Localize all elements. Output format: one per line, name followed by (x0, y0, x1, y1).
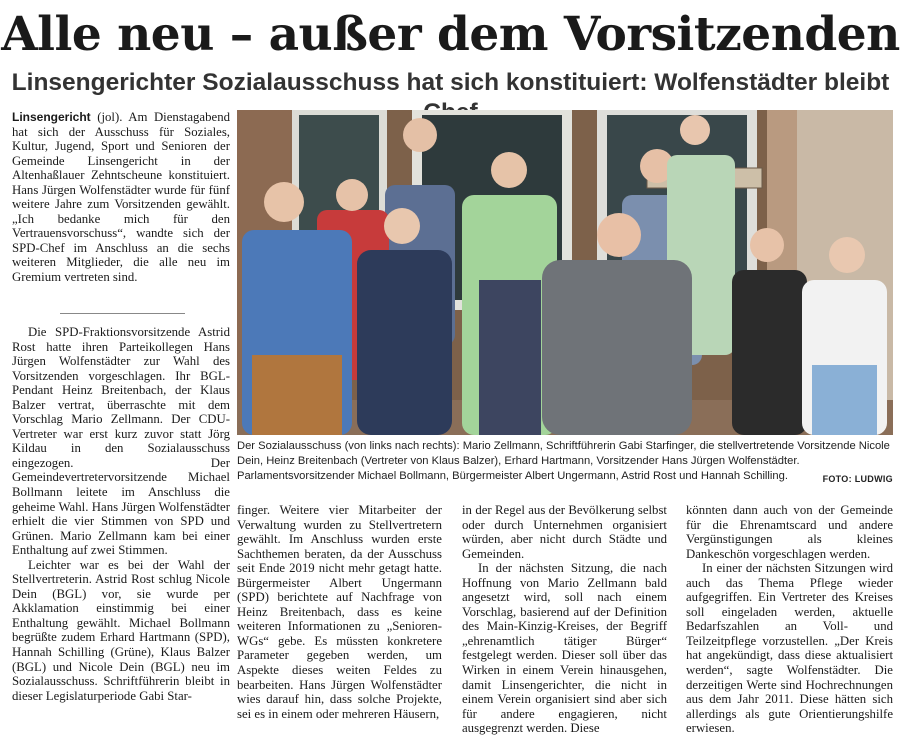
article-column-4 (686, 503, 893, 736)
article-paragraph: Die SPD-Fraktionsvorsitzende Astrid Rost hatte ihren Parteikollegen Hans Jürgen Wolfenstädter zur Wahl des Vorsitzenden vorgeschlagen. Ihr BGL-Pendant Heinz Breitenbach, der Klaus Balzer vertrat, überraschte mit dem Vorschlag Mario Zellmann. Der CDU-Vertreter war erst kurz zuvor statt Jörg Kildau in den Sozialausschuss eingezogen. Der Gemeindevertretervorsitzende Michael Bollmann leitete im Anschluss die geheime Wahl. Hans Jürgen Wolfenstädter erhielt die vier Stimmen von SPD und Grünen. Mario Zellmann kam bei einer Enthaltung auf zwei Stimmen. (12, 325, 230, 558)
article-paragraph: in der Regel aus der Bevölkerung selbst oder durch Unternehmen organisiert würden, aber nicht durch Städte und Gemeinden. (462, 503, 667, 561)
article-column-2 (237, 503, 442, 721)
article-paragraph: In einer der nächsten Sitzungen wird auch das Thema Pflege wieder aufgegriffen. Ein Vertreter des Kreises soll eingeladen werden, aktuelle Bedarfszahlen an Voll- und Teilzeitpflege vorzustellen. „Der Kreis hat angekündigt, dass diese aktualisiert werden“, sagte Wolfenstädter. Die derzeitigen Werte sind Hochrechnungen aus dem Jahr 2011. Diese hätten sich allerdings als gute Orientierungshilfe erwiesen. (686, 561, 893, 736)
location-tag: Linsengericht (12, 110, 91, 124)
intro-paragraph (12, 110, 230, 285)
column-divider (60, 313, 185, 314)
article-paragraph: finger. Weitere vier Mitarbeiter der Verwaltung wurden zu Stellvertretern gewählt. Im Anschluss wurden erste Sachthemen beraten, da der Ausschuss seit Ende 2019 nicht mehr getagt hatte. Bürgermeister Albert Ungermann (SPD) berichtete auf Nachfrage von Heinz Breitenbach, dass es keine weiteren Informationen zu „Senioren-WGs“ gebe. Es müssten konkretere Parameter gegeben werden, um Aspekte dieses weiten Feldes zu bearbeiten. Hans Jürgen Wolfenstädter wies darauf hin, dass solche Projekte, sei es in einem oder mehreren Häusern, (237, 503, 442, 721)
group-photo (237, 110, 893, 435)
subheadline: Linsengerichter Sozialausschuss hat sich konstituiert: Wolfenstädter bleibt (11, 69, 890, 96)
article-paragraph: Leichter war es bei der Wahl der Stellvertreterin. Astrid Rost schlug Nicole Dein (BGL) vor, sie wurde per Akklamation einstimmig bei einer Enthaltung gewählt. Michael Bollmann begrüßte zudem Erhard Hartmann (SPD), Hannah Schilling (Grüne), Klaus Balzer (BGL) und Nicole Dein (BGL) neu im Sozialausschuss. Schriftführerin bleibt in dieser Legislaturperiode Gabi Star- (12, 557, 230, 703)
article-paragraph: In der nächsten Sitzung, die nach Hoffnung von Mario Zellmann bald angesetzt wird, soll nach einem Vorschlag, basierend auf der Definition des Main-Kinzig-Kreises, der Begriff „ehrenamtlich tätiger Bürger“ festgelegt werden. Dieser soll über das Wirken in einem Verein hinausgehen, damit Linsengerichter, die nicht in einem Verein organisiert sind aber sich für andere engagieren, nicht ausgegrenzt werden. Diese (462, 561, 667, 736)
article-column-3 (462, 503, 667, 736)
article-paragraph: könnten dann auch von der Gemeinde für die Ehrenamtscard und andere Vergünstigungen als kleines Dankeschön vorgeschlagen werden. (686, 503, 893, 561)
photo-credit: FOTO: LUDWIG (822, 474, 893, 484)
photo-caption (237, 439, 893, 487)
headline: Alle neu – außer dem Vorsitzenden (1, 7, 900, 62)
article-column-1 (12, 325, 230, 703)
intro-text: (jol). Am Dienstagabend hat sich der Ausschuss für Soziales, Kultur, Jugend, Sport und Senioren der Gemeinde Linsengericht in der Altenhaßlauer Zehntscheune konstituiert. Hans Jürgen Wolfenstädter wurde für fünf weitere Jahre zum Vorsitzenden gewählt. „Ich bedanke mich für den Vertrauensvorschuss“, wandte sich der SPD-Chef im Anschluss an die sechs weiteren Mitglieder, die alle neu im Gremium vertreten sind. (12, 110, 230, 285)
caption-text: Der Sozialausschuss (von links nach rechts): Mario Zellmann, Schriftführerin Gabi Starfinger, die stellvertretende Vorsitzende Nicole Dein, Heinz Breitenbach (Vertreter von Klaus Balzer), Erhard Hartmann, Vorsitzender Hans Jürgen Wolfenstädter. Parlamentsvorsitzender Michael Bollmann, Bürgermeister Albert Ungermann, Astrid Rost und Hannah Schilling. (237, 440, 890, 482)
